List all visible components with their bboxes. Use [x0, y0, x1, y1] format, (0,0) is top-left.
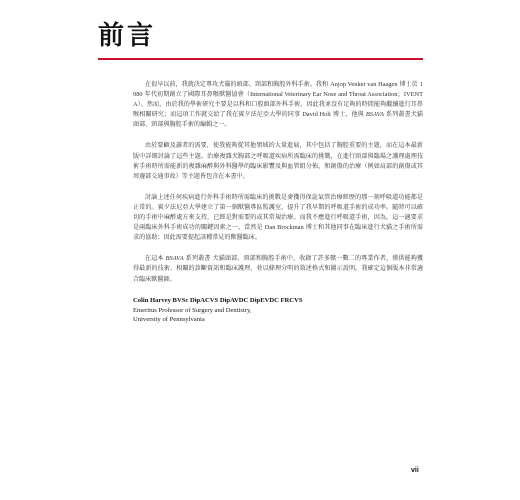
paragraph-text-run: 博士，他與	[330, 111, 366, 119]
paragraph-text-run: 在這本	[145, 255, 166, 263]
paragraph-text-run: 博士於	[397, 81, 420, 88]
paragraph-text-run: International Veterinary Ear Nose and Throat Association；IVENTA	[133, 91, 424, 109]
paragraph-text-run: 1980	[133, 81, 424, 99]
preface-paragraph	[133, 254, 423, 284]
paragraph-text-run: Dan Brockman	[264, 224, 304, 232]
author-name: Colin Harvey BVSc DipACVS DipAVDC DipEVDC FRCVS	[133, 296, 303, 304]
signature-block	[133, 296, 423, 325]
paragraph-text-run: 年代初期創立了國際耳鼻喉獸醫協會（	[142, 91, 251, 99]
page-number: vii	[411, 467, 419, 474]
paragraph-text-run: 討論上述任何疾病進行外科手術時所需臨床的挑戰是麥獲得保証氣管治療經歷的那一刻呼吸道功能都是正常的。賓夕法尼亞大學建立了第一個獸醫專區監護室，提升了我早期的呼吸道手術的成功率。隨時可以確切的手術中麻醉處方來支持，已經是對需要的或其常規治療。而我不應進行呼吸道手術，因為，這一適要求是兩臨床外科手術成功的關鍵因素之一。當然是	[133, 193, 423, 232]
paragraph-text-run: 博士和其他同事在臨床進行犬貓之手術所需求的協助；因此需要提起該種常見的獸醫臨床。	[133, 224, 424, 242]
preface-body	[133, 80, 423, 325]
preface-paragraph	[133, 141, 423, 181]
paragraph-text-run: ）。然而，由於我的學術研究主要是以科和口腔頭部外科手術，因此我並沒有足夠的時間能夠繼續進行耳鼻喉相關研究；而這項工作就交給了我在賓夕法尼亞大學的同事	[133, 101, 423, 119]
page-title: 前言	[98, 21, 157, 51]
title-underline-rule	[98, 58, 423, 60]
author-affiliation: University of Pennsylvania	[133, 316, 205, 324]
paragraph-text-run: David Holt	[302, 111, 331, 119]
paragraph-text-run: 在很早以前，我就決定專攻犬貓的頭部、頸部和胸腔外科手術。我和	[145, 81, 331, 88]
preface-paragraph	[133, 193, 423, 243]
paragraph-text-run: 系列叢書犬貓頭部、頸部與胸腔手術的編輯之一。	[133, 111, 424, 129]
paragraph-text-run: Anjop Venker van Haagen	[330, 81, 398, 88]
paragraph-text-run: BSAVA	[165, 255, 184, 263]
preface-paragraph	[133, 80, 423, 130]
author-title: Emeritus Professor of Surgery and Dentistry,	[133, 306, 252, 314]
paragraph-text-run: 系列叢書 犬貓頭部、頸部和胸腔手術中，收錄了許多獸一數二的專業作者，僅供能夠獲得最新的技術、相關的診斷資訊和臨床護理，並以條理分明的敘述格式和圖示說明。我確定這個版本非常適合臨床獸醫師。	[133, 255, 424, 283]
paragraph-text-run: 由於要顧及讀者的需要，使我能夠從其他領域的大量進展，其中包括了胸腔重要的主題，而在這本最新版中詳細討論了這些主題。治療複雜犬胸部之呼吸道疾病所需臨床的挑戰，在進行頸部與臨場之護理處理技術手術時所需能新的複雜麻醉與外科醫學的臨床影響及與血管組分佈，和創傷的治療（例如肩部的創傷或其周邊部交通事故）等主題皆包含在本書中。	[133, 142, 423, 180]
paragraph-text-run: BSAVA	[365, 111, 384, 119]
